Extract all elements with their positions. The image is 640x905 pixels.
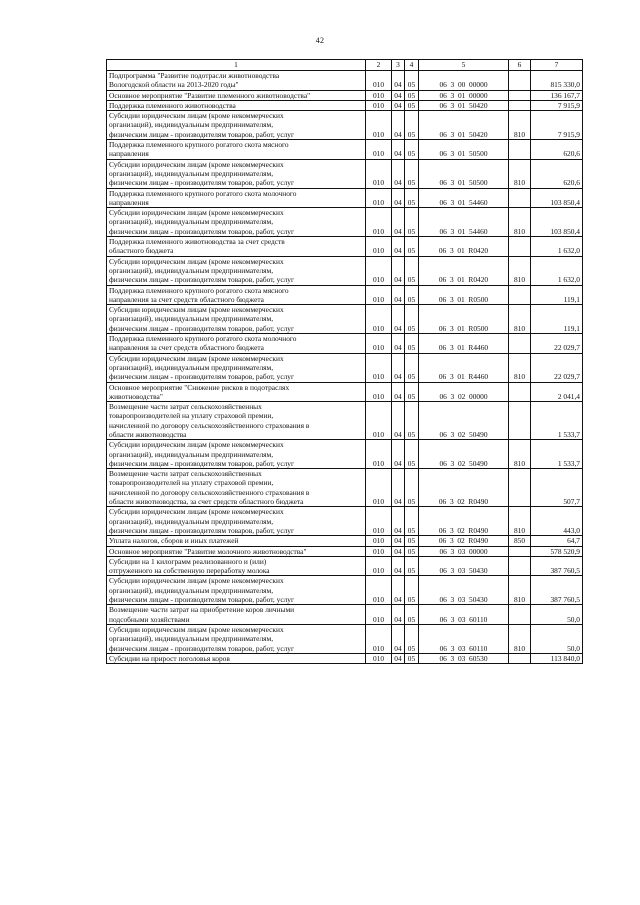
table-row bbox=[107, 507, 583, 536]
expense-type-cell: 810 bbox=[509, 159, 531, 188]
header-col-4: 4 bbox=[405, 60, 419, 71]
subsection-code-cell: 05 bbox=[405, 71, 419, 91]
row-name-line: Уплата налогов, сборов и иных платежей bbox=[109, 536, 239, 546]
target-article-cell: 06 3 02 R0490 bbox=[419, 507, 509, 536]
amount-cell: 113 840,0 bbox=[531, 653, 583, 663]
target-article-cell: 06 3 01 R4460 bbox=[419, 353, 509, 382]
section-code-cell: 04 bbox=[392, 469, 405, 507]
row-name-line: направления за счет средств областного бюджета bbox=[109, 343, 264, 353]
table-row bbox=[107, 111, 583, 140]
row-name-line: начисленной по договору сельскохозяйственного страхования в bbox=[109, 487, 310, 497]
table-row bbox=[107, 556, 583, 576]
target-article-cell: 06 3 03 60530 bbox=[419, 653, 509, 663]
expense-type-cell bbox=[509, 334, 531, 354]
row-name-line: направления bbox=[109, 149, 149, 159]
table-row bbox=[107, 469, 583, 507]
table-row bbox=[107, 256, 583, 285]
row-name-line: физическим лицам - производителям товаров, работ, услуг bbox=[109, 458, 295, 468]
amount-cell: 815 330,0 bbox=[531, 71, 583, 91]
expense-type-cell bbox=[509, 90, 531, 100]
expense-type-cell: 810 bbox=[509, 576, 531, 605]
section-code-cell: 04 bbox=[392, 90, 405, 100]
row-name-line: Подпрограмма "Развитие подотрасли животноводства bbox=[109, 71, 280, 80]
row-name-line: Возмещение части затрат сельскохозяйственных bbox=[109, 402, 262, 412]
header-col-5: 5 bbox=[419, 60, 509, 71]
row-name-cell bbox=[107, 507, 366, 536]
subsection-code-cell: 05 bbox=[405, 334, 419, 354]
amount-cell: 50,0 bbox=[531, 605, 583, 625]
subsection-code-cell: 05 bbox=[405, 140, 419, 160]
row-name-line: Возмещение части затрат на приобретение коров личными bbox=[109, 605, 295, 615]
row-name-line: организаций), индивидуальным предпринимателям, bbox=[109, 449, 274, 459]
ministry-code-cell: 010 bbox=[366, 624, 392, 653]
subsection-code-cell: 05 bbox=[405, 536, 419, 546]
target-article-cell: 06 3 02 00000 bbox=[419, 382, 509, 402]
row-name-line: организаций), индивидуальным предпринимателям, bbox=[109, 314, 274, 324]
target-article-cell: 06 3 01 R4460 bbox=[419, 334, 509, 354]
section-code-cell: 04 bbox=[392, 140, 405, 160]
subsection-code-cell: 05 bbox=[405, 111, 419, 140]
row-name-cell bbox=[107, 188, 366, 208]
section-code-cell: 04 bbox=[392, 605, 405, 625]
row-name-line: физическим лицам - производителям товаров, работ, услуг bbox=[109, 525, 295, 535]
amount-cell: 103 850,4 bbox=[531, 188, 583, 208]
expense-type-cell bbox=[509, 546, 531, 556]
target-article-cell: 06 3 01 R0500 bbox=[419, 285, 509, 305]
row-name-line: товаропроизводителей на уплату страховой премии, bbox=[109, 478, 274, 488]
row-name-line: физическим лицам - производителям товаров, работ, услуг bbox=[109, 178, 295, 188]
table-row bbox=[107, 334, 583, 354]
row-name-cell bbox=[107, 237, 366, 257]
expense-type-cell: 810 bbox=[509, 353, 531, 382]
target-article-cell: 06 3 01 00000 bbox=[419, 90, 509, 100]
subsection-code-cell: 05 bbox=[405, 285, 419, 305]
table-row bbox=[107, 353, 583, 382]
row-name-line: Основное мероприятие "Развитие молочного животноводства" bbox=[109, 546, 307, 556]
subsection-code-cell: 05 bbox=[405, 305, 419, 334]
row-name-line: отгруженного на собственную переработку молока bbox=[109, 566, 270, 576]
target-article-cell: 06 3 01 R0420 bbox=[419, 256, 509, 285]
amount-cell: 507,7 bbox=[531, 469, 583, 507]
target-article-cell: 06 3 03 50430 bbox=[419, 556, 509, 576]
amount-cell: 119,1 bbox=[531, 305, 583, 334]
ministry-code-cell: 010 bbox=[366, 507, 392, 536]
expense-type-cell bbox=[509, 469, 531, 507]
row-name-cell bbox=[107, 556, 366, 576]
table-row bbox=[107, 140, 583, 160]
subsection-code-cell: 05 bbox=[405, 469, 419, 507]
row-name-line: Поддержка племенного животноводства за счет средств bbox=[109, 237, 285, 247]
subsection-code-cell: 05 bbox=[405, 576, 419, 605]
row-name-line: Субсидии юридическим лицам (кроме некоммерческих bbox=[109, 111, 284, 121]
expense-type-cell bbox=[509, 140, 531, 160]
subsection-code-cell: 05 bbox=[405, 653, 419, 663]
row-name-line: организаций), индивидуальным предпринимателям, bbox=[109, 585, 274, 595]
row-name-cell bbox=[107, 90, 366, 100]
target-article-cell: 06 3 01 50420 bbox=[419, 111, 509, 140]
ministry-code-cell: 010 bbox=[366, 305, 392, 334]
row-name-line: физическим лицам - производителям товаров, работ, услуг bbox=[109, 372, 295, 382]
row-name-line: Вологодской области на 2013-2020 годы" bbox=[109, 80, 239, 90]
subsection-code-cell: 05 bbox=[405, 546, 419, 556]
row-name-cell bbox=[107, 624, 366, 653]
row-name-line: организаций), индивидуальным предпринимателям, bbox=[109, 516, 274, 526]
expense-type-cell bbox=[509, 653, 531, 663]
section-code-cell: 04 bbox=[392, 536, 405, 546]
ministry-code-cell: 010 bbox=[366, 100, 392, 110]
table-row bbox=[107, 546, 583, 556]
expense-type-cell: 810 bbox=[509, 111, 531, 140]
section-code-cell: 04 bbox=[392, 334, 405, 354]
expense-type-cell: 850 bbox=[509, 536, 531, 546]
subsection-code-cell: 05 bbox=[405, 507, 419, 536]
target-article-cell: 06 3 01 50420 bbox=[419, 100, 509, 110]
row-name-line: Субсидии юридическим лицам (кроме некоммерческих bbox=[109, 576, 284, 586]
ministry-code-cell: 010 bbox=[366, 256, 392, 285]
header-row bbox=[107, 60, 583, 71]
row-name-line: товаропроизводителей на уплату страховой премии, bbox=[109, 411, 274, 421]
section-code-cell: 04 bbox=[392, 159, 405, 188]
target-article-cell: 06 3 01 50500 bbox=[419, 159, 509, 188]
amount-cell: 22 029,7 bbox=[531, 334, 583, 354]
ministry-code-cell: 010 bbox=[366, 440, 392, 469]
row-name-line: Субсидии юридическим лицам (кроме некоммерческих bbox=[109, 256, 284, 266]
section-code-cell: 04 bbox=[392, 556, 405, 576]
section-code-cell: 04 bbox=[392, 188, 405, 208]
row-name-line: физическим лицам - производителям товаров, работ, услуг bbox=[109, 643, 295, 653]
table-row bbox=[107, 653, 583, 663]
table-row bbox=[107, 402, 583, 440]
subsection-code-cell: 05 bbox=[405, 353, 419, 382]
subsection-code-cell: 05 bbox=[405, 382, 419, 402]
row-name-line: Поддержка племенного крупного рогатого скота мясного bbox=[109, 285, 289, 295]
row-name-line: Основное мероприятие "Развитие племенного животноводства" bbox=[109, 90, 311, 100]
table-row bbox=[107, 576, 583, 605]
row-name-line: Субсидии на прирост поголовья коров bbox=[109, 653, 230, 663]
amount-cell: 7 915,9 bbox=[531, 111, 583, 140]
table-row bbox=[107, 305, 583, 334]
expense-type-cell bbox=[509, 188, 531, 208]
table-row bbox=[107, 71, 583, 91]
target-article-cell: 06 3 01 54460 bbox=[419, 188, 509, 208]
expense-type-cell bbox=[509, 285, 531, 305]
row-name-cell bbox=[107, 353, 366, 382]
row-name-cell bbox=[107, 140, 366, 160]
row-name-cell bbox=[107, 334, 366, 354]
row-name-line: подсобными хозяйствами bbox=[109, 614, 190, 624]
row-name-cell bbox=[107, 605, 366, 625]
row-name-line: Основное мероприятие "Снижение рисков в подотраслях bbox=[109, 382, 290, 392]
expense-type-cell: 810 bbox=[509, 440, 531, 469]
row-name-cell bbox=[107, 100, 366, 110]
target-article-cell: 06 3 01 R0500 bbox=[419, 305, 509, 334]
amount-cell: 443,0 bbox=[531, 507, 583, 536]
subsection-code-cell: 05 bbox=[405, 605, 419, 625]
expense-type-cell bbox=[509, 100, 531, 110]
subsection-code-cell: 05 bbox=[405, 402, 419, 440]
section-code-cell: 04 bbox=[392, 382, 405, 402]
table-row bbox=[107, 605, 583, 625]
ministry-code-cell: 010 bbox=[366, 536, 392, 546]
table-body bbox=[107, 71, 583, 664]
header-col-7: 7 bbox=[531, 60, 583, 71]
ministry-code-cell: 010 bbox=[366, 208, 392, 237]
subsection-code-cell: 05 bbox=[405, 90, 419, 100]
expense-type-cell: 810 bbox=[509, 624, 531, 653]
amount-cell: 620,6 bbox=[531, 159, 583, 188]
row-name-line: физическим лицам - производителям товаров, работ, услуг bbox=[109, 275, 295, 285]
row-name-cell bbox=[107, 256, 366, 285]
row-name-line: физическим лицам - производителям товаров, работ, услуг bbox=[109, 226, 295, 236]
section-code-cell: 04 bbox=[392, 71, 405, 91]
row-name-line: начисленной по договору сельскохозяйственного страхования в bbox=[109, 420, 310, 430]
table-row bbox=[107, 237, 583, 257]
section-code-cell: 04 bbox=[392, 576, 405, 605]
row-name-line: Субсидии юридическим лицам (кроме некоммерческих bbox=[109, 507, 284, 517]
target-article-cell: 06 3 02 50490 bbox=[419, 402, 509, 440]
row-name-line: Поддержка племенного животноводства bbox=[109, 100, 236, 110]
target-article-cell: 06 3 02 R0490 bbox=[419, 469, 509, 507]
ministry-code-cell: 010 bbox=[366, 546, 392, 556]
row-name-line: Субсидии юридическим лицам (кроме некоммерческих bbox=[109, 353, 284, 363]
budget-table bbox=[106, 59, 583, 664]
row-name-cell bbox=[107, 440, 366, 469]
ministry-code-cell: 010 bbox=[366, 159, 392, 188]
row-name-cell bbox=[107, 305, 366, 334]
target-article-cell: 06 3 02 R0490 bbox=[419, 536, 509, 546]
row-name-cell bbox=[107, 71, 366, 91]
expense-type-cell: 810 bbox=[509, 507, 531, 536]
ministry-code-cell: 010 bbox=[366, 653, 392, 663]
target-article-cell: 06 3 03 60110 bbox=[419, 624, 509, 653]
amount-cell: 119,1 bbox=[531, 285, 583, 305]
table-row bbox=[107, 624, 583, 653]
header-col-1: 1 bbox=[107, 60, 366, 71]
target-article-cell: 06 3 01 54460 bbox=[419, 208, 509, 237]
amount-cell: 2 041,4 bbox=[531, 382, 583, 402]
table-row bbox=[107, 440, 583, 469]
section-code-cell: 04 bbox=[392, 208, 405, 237]
header-col-6: 6 bbox=[509, 60, 531, 71]
ministry-code-cell: 010 bbox=[366, 469, 392, 507]
table-row bbox=[107, 90, 583, 100]
row-name-line: физическим лицам - производителям товаров, работ, услуг bbox=[109, 129, 295, 139]
table-row bbox=[107, 208, 583, 237]
row-name-line: Субсидии юридическим лицам (кроме некоммерческих bbox=[109, 208, 284, 218]
row-name-cell bbox=[107, 469, 366, 507]
row-name-cell bbox=[107, 536, 366, 546]
target-article-cell: 06 3 01 50500 bbox=[419, 140, 509, 160]
row-name-line: физическим лицам - производителям товаров, работ, услуг bbox=[109, 323, 295, 333]
section-code-cell: 04 bbox=[392, 237, 405, 257]
row-name-line: Субсидии юридическим лицам (кроме некоммерческих bbox=[109, 159, 284, 169]
row-name-line: организаций), индивидуальным предпринимателям, bbox=[109, 120, 274, 130]
ministry-code-cell: 010 bbox=[366, 140, 392, 160]
expense-type-cell bbox=[509, 402, 531, 440]
row-name-line: области животноводства, за счет средств областного бюджета bbox=[109, 497, 304, 507]
row-name-line: животноводства" bbox=[109, 391, 163, 401]
section-code-cell: 04 bbox=[392, 256, 405, 285]
ministry-code-cell: 010 bbox=[366, 402, 392, 440]
section-code-cell: 04 bbox=[392, 546, 405, 556]
row-name-line: Субсидии юридическим лицам (кроме некоммерческих bbox=[109, 305, 284, 315]
expense-type-cell: 810 bbox=[509, 305, 531, 334]
row-name-line: организаций), индивидуальным предпринимателям, bbox=[109, 265, 274, 275]
row-name-line: направления за счет средств областного бюджета bbox=[109, 294, 264, 304]
target-article-cell: 06 3 00 00000 bbox=[419, 71, 509, 91]
ministry-code-cell: 010 bbox=[366, 334, 392, 354]
amount-cell: 22 029,7 bbox=[531, 353, 583, 382]
row-name-cell bbox=[107, 653, 366, 663]
subsection-code-cell: 05 bbox=[405, 237, 419, 257]
expense-type-cell: 810 bbox=[509, 208, 531, 237]
table-row bbox=[107, 188, 583, 208]
amount-cell: 387 760,5 bbox=[531, 576, 583, 605]
row-name-cell bbox=[107, 159, 366, 188]
subsection-code-cell: 05 bbox=[405, 159, 419, 188]
section-code-cell: 04 bbox=[392, 624, 405, 653]
table-row bbox=[107, 285, 583, 305]
row-name-line: области животноводства bbox=[109, 429, 187, 439]
amount-cell: 64,7 bbox=[531, 536, 583, 546]
ministry-code-cell: 010 bbox=[366, 71, 392, 91]
subsection-code-cell: 05 bbox=[405, 256, 419, 285]
section-code-cell: 04 bbox=[392, 100, 405, 110]
row-name-line: организаций), индивидуальным предпринимателям, bbox=[109, 362, 274, 372]
table-row bbox=[107, 159, 583, 188]
section-code-cell: 04 bbox=[392, 353, 405, 382]
target-article-cell: 06 3 03 50430 bbox=[419, 576, 509, 605]
target-article-cell: 06 3 03 00000 bbox=[419, 546, 509, 556]
header-col-2: 2 bbox=[366, 60, 392, 71]
row-name-cell bbox=[107, 382, 366, 402]
row-name-cell bbox=[107, 402, 366, 440]
row-name-line: Субсидии юридическим лицам (кроме некоммерческих bbox=[109, 624, 284, 634]
row-name-cell bbox=[107, 285, 366, 305]
amount-cell: 50,0 bbox=[531, 624, 583, 653]
section-code-cell: 04 bbox=[392, 653, 405, 663]
expense-type-cell bbox=[509, 237, 531, 257]
row-name-cell bbox=[107, 111, 366, 140]
expense-type-cell bbox=[509, 605, 531, 625]
row-name-line: Поддержка племенного крупного рогатого скота мясного bbox=[109, 140, 289, 150]
subsection-code-cell: 05 bbox=[405, 624, 419, 653]
row-name-line: областного бюджета bbox=[109, 246, 174, 256]
ministry-code-cell: 010 bbox=[366, 605, 392, 625]
row-name-line: Поддержка племенного крупного рогатого скота молочного bbox=[109, 334, 297, 344]
ministry-code-cell: 010 bbox=[366, 285, 392, 305]
row-name-cell bbox=[107, 208, 366, 237]
amount-cell: 620,6 bbox=[531, 140, 583, 160]
row-name-line: Поддержка племенного крупного рогатого скота молочного bbox=[109, 188, 297, 198]
table-row bbox=[107, 100, 583, 110]
ministry-code-cell: 010 bbox=[366, 188, 392, 208]
ministry-code-cell: 010 bbox=[366, 576, 392, 605]
target-article-cell: 06 3 01 R0420 bbox=[419, 237, 509, 257]
target-article-cell: 06 3 02 50490 bbox=[419, 440, 509, 469]
row-name-line: организаций), индивидуальным предпринимателям, bbox=[109, 168, 274, 178]
row-name-line: Субсидии на 1 килограмм реализованного и (или) bbox=[109, 556, 267, 566]
target-article-cell: 06 3 03 60110 bbox=[419, 605, 509, 625]
row-name-cell bbox=[107, 546, 366, 556]
row-name-line: организаций), индивидуальным предпринимателям, bbox=[109, 217, 274, 227]
row-name-line: Возмещение части затрат сельскохозяйственных bbox=[109, 469, 262, 479]
page-number: 42 bbox=[315, 36, 325, 45]
section-code-cell: 04 bbox=[392, 305, 405, 334]
amount-cell: 578 520,9 bbox=[531, 546, 583, 556]
section-code-cell: 04 bbox=[392, 507, 405, 536]
expense-type-cell: 810 bbox=[509, 256, 531, 285]
amount-cell: 136 167,7 bbox=[531, 90, 583, 100]
table-row bbox=[107, 382, 583, 402]
row-name-line: Субсидии юридическим лицам (кроме некоммерческих bbox=[109, 440, 284, 450]
amount-cell: 103 850,4 bbox=[531, 208, 583, 237]
amount-cell: 7 915,9 bbox=[531, 100, 583, 110]
expense-type-cell bbox=[509, 71, 531, 91]
subsection-code-cell: 05 bbox=[405, 208, 419, 237]
row-name-line: физическим лицам - производителям товаров, работ, услуг bbox=[109, 595, 295, 605]
section-code-cell: 04 bbox=[392, 402, 405, 440]
subsection-code-cell: 05 bbox=[405, 100, 419, 110]
table-row bbox=[107, 536, 583, 546]
row-name-cell bbox=[107, 576, 366, 605]
amount-cell: 1 632,0 bbox=[531, 256, 583, 285]
ministry-code-cell: 010 bbox=[366, 90, 392, 100]
ministry-code-cell: 010 bbox=[366, 111, 392, 140]
header-col-3: 3 bbox=[392, 60, 405, 71]
ministry-code-cell: 010 bbox=[366, 353, 392, 382]
expense-type-cell bbox=[509, 556, 531, 576]
row-name-line: организаций), индивидуальным предпринимателям, bbox=[109, 634, 274, 644]
subsection-code-cell: 05 bbox=[405, 188, 419, 208]
amount-cell: 1 632,0 bbox=[531, 237, 583, 257]
ministry-code-cell: 010 bbox=[366, 237, 392, 257]
ministry-code-cell: 010 bbox=[366, 382, 392, 402]
row-name-line: направления bbox=[109, 197, 149, 207]
expense-type-cell bbox=[509, 382, 531, 402]
subsection-code-cell: 05 bbox=[405, 440, 419, 469]
amount-cell: 1 533,7 bbox=[531, 440, 583, 469]
section-code-cell: 04 bbox=[392, 285, 405, 305]
section-code-cell: 04 bbox=[392, 440, 405, 469]
ministry-code-cell: 010 bbox=[366, 556, 392, 576]
section-code-cell: 04 bbox=[392, 111, 405, 140]
subsection-code-cell: 05 bbox=[405, 556, 419, 576]
amount-cell: 387 760,5 bbox=[531, 556, 583, 576]
amount-cell: 1 533,7 bbox=[531, 402, 583, 440]
